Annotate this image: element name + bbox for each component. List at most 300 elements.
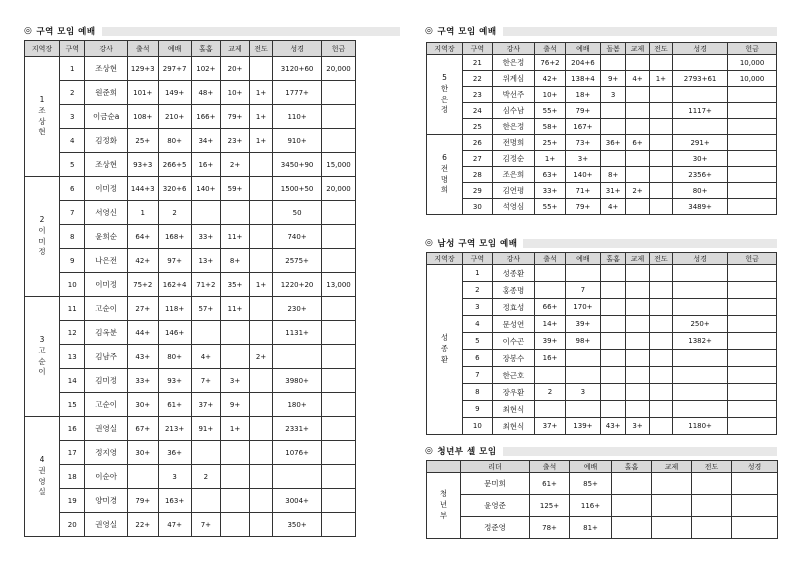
table-cell: 11 [60,297,85,321]
table-cell [626,401,649,418]
table-cell: 3 [60,105,85,129]
table-cell [652,517,692,539]
table-cell: 144+3 [127,177,158,201]
table-cell: 2 [463,282,493,299]
table-cell: 37+ [191,393,221,417]
table-cell: 23 [463,87,493,103]
table-cell: 성종환 [492,265,534,282]
table-cell [249,513,272,537]
table-cell: 홍종명 [492,282,534,299]
table-cell: 13 [60,345,85,369]
table-cell: 2 [535,384,566,401]
table-row [25,249,356,273]
table-cell [535,401,566,418]
table-cell: 79+ [127,489,158,513]
table-row [25,441,356,465]
table-cell: 350+ [273,513,322,537]
table-cell [673,299,728,316]
column-header: 교제 [626,253,649,265]
table-cell [626,367,649,384]
table-cell: 10+ [221,81,250,105]
column-header: 홀홈 [191,41,221,57]
table-cell [649,55,672,71]
table-cell: 문성연 [492,316,534,333]
region-cell: 4 권 영 실 [25,417,60,537]
table-cell [649,183,672,199]
table-cell: 25+ [127,129,158,153]
table-cell [692,495,732,517]
table-cell [600,316,625,333]
table-row [427,183,777,199]
table-cell: 30+ [127,441,158,465]
table-row [25,105,356,129]
table-cell: 213+ [158,417,191,441]
table-cell [728,199,777,215]
table-cell: 118+ [158,297,191,321]
table-row [25,489,356,513]
table-cell: 19 [60,489,85,513]
table-cell: 2 [60,81,85,105]
column-header: 구역 [463,43,493,55]
table-cell: 김연평 [492,183,534,199]
table-cell: 167+ [565,119,600,135]
table-cell: 67+ [127,417,158,441]
column-header: 강사 [85,41,127,57]
table-cell [321,297,355,321]
table-cell: 3450+90 [273,153,322,177]
table-cell: 81+ [570,517,612,539]
table-cell: 20+ [221,57,250,81]
table-cell [728,401,777,418]
table-cell [249,489,272,513]
bullseye-icon: ◎ [425,446,434,456]
table-cell: 129+3 [127,57,158,81]
table-cell: 26 [463,135,493,151]
column-header: 전도 [692,461,732,473]
table-cell [728,119,777,135]
table-cell: 64+ [127,225,158,249]
table-row [427,71,777,87]
table-cell: 910+ [273,129,322,153]
table-cell [728,384,777,401]
table-row [427,103,777,119]
table-cell [221,345,250,369]
table-cell [728,350,777,367]
table-cell: 139+ [565,418,600,435]
table-cell [626,282,649,299]
table-cell: 3+ [626,418,649,435]
table-row [25,225,356,249]
table-cell: 149+ [158,81,191,105]
table-cell [321,81,355,105]
column-header: 교제 [652,461,692,473]
table-cell: 15,000 [321,153,355,177]
table-cell [728,418,777,435]
table-cell: 7+ [191,369,221,393]
table-cell: 한근호 [492,367,534,384]
table-cell [673,282,728,299]
table-cell: 31+ [600,183,625,199]
table-cell [728,282,777,299]
table-cell [565,367,600,384]
table-cell: 10,000 [728,71,777,87]
header-row [427,43,777,55]
bullseye-icon: ◎ [425,26,434,36]
table-cell: 55+ [535,103,566,119]
table-cell: 9 [463,401,493,418]
table-cell [732,517,778,539]
table-cell [600,151,625,167]
table-row [427,299,777,316]
table-cell [728,151,777,167]
table-cell: 1 [60,57,85,81]
table-cell: 34+ [191,129,221,153]
table-cell: 168+ [158,225,191,249]
table-cell: 13+ [191,249,221,273]
table-cell [732,495,778,517]
title-bar [523,239,777,248]
table-cell: 140+ [565,167,600,183]
table-cell [649,367,672,384]
table-cell: 8+ [600,167,625,183]
table-cell: 93+3 [127,153,158,177]
table-cell: 3 [463,299,493,316]
table-cell: 1076+ [273,441,322,465]
table-cell: 2+ [221,153,250,177]
column-header: 출석 [530,461,570,473]
table-cell: 장봉수 [492,350,534,367]
table-row [427,367,777,384]
table-cell [565,265,600,282]
table-cell: 7 [565,282,600,299]
column-header [427,461,461,473]
table-cell: 3004+ [273,489,322,513]
column-header: 성경 [673,253,728,265]
table-row [427,55,777,71]
table-cell [612,473,652,495]
table-cell [728,87,777,103]
table-cell [626,119,649,135]
table-row [427,119,777,135]
table-cell: 11+ [221,225,250,249]
table-cell [321,345,355,369]
table-cell: 320+6 [158,177,191,201]
table-cell: 1+ [535,151,566,167]
table-cell: 4+ [600,199,625,215]
table-cell: 39+ [535,333,566,350]
table-cell: 3+ [221,369,250,393]
table-cell: 7 [463,367,493,384]
table-cell [649,418,672,435]
column-header: 전도 [249,41,272,57]
column-header: 홀홈 [612,461,652,473]
table-cell: 166+ [191,105,221,129]
table-cell [626,384,649,401]
table-cell [626,103,649,119]
table-cell: 2+ [626,183,649,199]
table-cell [626,151,649,167]
table-cell: 291+ [673,135,728,151]
table-cell [600,333,625,350]
table-cell: 27 [463,151,493,167]
table-cell [728,135,777,151]
table-row [25,201,356,225]
table-cell [273,465,322,489]
table-cell: 고순이 [85,393,127,417]
bullseye-icon: ◎ [425,238,434,248]
table-cell [626,265,649,282]
table-cell [321,489,355,513]
table-cell [191,489,221,513]
table-cell [321,393,355,417]
right-top-title-text: 구역 모임 예배 [437,27,497,37]
table-cell: 위계심 [492,71,534,87]
table-cell: 조은희 [492,167,534,183]
column-header: 강사 [492,253,534,265]
table-cell: 10+ [535,87,566,103]
table-cell: 80+ [158,129,191,153]
right-mid-title-text: 남성 구역 모임 예배 [437,239,518,249]
table-cell: 116+ [570,495,612,517]
table-cell [728,265,777,282]
table-cell [249,249,272,273]
table-cell [649,350,672,367]
table-cell [191,201,221,225]
table-cell: 108+ [127,105,158,129]
table-cell: 140+ [191,177,221,201]
table-cell [600,401,625,418]
table-cell: 8+ [221,249,250,273]
table-cell: 최현식 [492,418,534,435]
table-cell [600,367,625,384]
table-cell [649,135,672,151]
column-header: 돌봄 [600,43,625,55]
table-cell [249,393,272,417]
left-table [24,40,356,537]
table-cell: 27+ [127,297,158,321]
table-cell [692,473,732,495]
table-cell: 61+ [530,473,570,495]
table-cell: 740+ [273,225,322,249]
table-cell: 93+ [158,369,191,393]
table-cell [649,316,672,333]
table-cell: 1382+ [673,333,728,350]
table-cell [249,417,272,441]
table-cell: 44+ [127,321,158,345]
table-cell: 양미경 [85,489,127,513]
table-cell: 79+ [565,199,600,215]
table-cell [221,513,250,537]
table-cell: 42+ [535,71,566,87]
table-cell: 28 [463,167,493,183]
table-cell: 15 [60,393,85,417]
table-cell [600,299,625,316]
table-cell: 10 [60,273,85,297]
table-cell: 16 [60,417,85,441]
table-cell [626,87,649,103]
column-header: 출석 [535,43,566,55]
right-top-table [426,42,777,215]
table-cell: 1+ [221,417,250,441]
column-header: 전도 [649,253,672,265]
table-cell: 50 [273,201,322,225]
table-cell: 김정화 [85,129,127,153]
table-cell: 33+ [535,183,566,199]
table-cell: 36+ [600,135,625,151]
table-cell [612,517,652,539]
table-cell [673,384,728,401]
table-cell: 20 [60,513,85,537]
table-cell [249,321,272,345]
table-cell [626,167,649,183]
table-cell: 75+2 [127,273,158,297]
table-cell [728,299,777,316]
table-cell: 25+ [535,135,566,151]
table-cell [249,57,272,81]
table-cell: 박선주 [492,87,534,103]
table-cell: 6+ [626,135,649,151]
table-cell [649,299,672,316]
left-section-title [24,24,400,38]
table-cell: 1+ [249,273,272,297]
table-cell: 63+ [535,167,566,183]
table-cell: 1131+ [273,321,322,345]
table-cell: 1+ [249,81,272,105]
table-cell: 고순이 [85,297,127,321]
table-row [427,316,777,333]
table-cell [692,517,732,539]
table-cell: 30+ [673,151,728,167]
table-cell: 3 [600,87,625,103]
column-header: 헌금 [728,43,777,55]
table-cell [649,87,672,103]
table-cell [626,316,649,333]
table-cell: 180+ [273,393,322,417]
table-cell: 12 [60,321,85,345]
table-cell: 2331+ [273,417,322,441]
table-cell: 230+ [273,297,322,321]
table-cell: 전명희 [492,135,534,151]
table-cell: 101+ [127,81,158,105]
table-cell: 204+6 [565,55,600,71]
table-cell: 42+ [127,249,158,273]
table-cell: 25 [463,119,493,135]
table-row [427,350,777,367]
table-cell [221,465,250,489]
table-cell: 이수곤 [492,333,534,350]
table-cell: 16+ [191,153,221,177]
title-bar [503,447,777,456]
table-row [427,473,778,495]
table-cell [600,265,625,282]
region-cell: 2 이 미 정 [25,177,60,297]
table-row [427,517,778,539]
table-cell: 85+ [570,473,612,495]
table-cell: 서영신 [85,201,127,225]
table-cell [321,105,355,129]
table-row [427,384,777,401]
table-cell: 8 [60,225,85,249]
table-cell [626,199,649,215]
region-cell: 1 조 상 현 [25,57,60,177]
table-cell: 102+ [191,57,221,81]
table-row [427,135,777,151]
table-cell: 석영심 [492,199,534,215]
table-cell: 14+ [535,316,566,333]
table-cell [249,297,272,321]
table-cell: 266+5 [158,153,191,177]
table-cell [673,87,728,103]
table-cell: 250+ [673,316,728,333]
table-cell [649,103,672,119]
table-cell: 2 [191,465,221,489]
table-cell: 125+ [530,495,570,517]
table-cell: 33+ [127,369,158,393]
table-cell: 3489+ [673,199,728,215]
table-cell [249,225,272,249]
table-cell [626,299,649,316]
title-bar [102,27,400,36]
table-cell: 36+ [158,441,191,465]
table-row [25,417,356,441]
table-cell: 97+ [158,249,191,273]
table-cell: 18+ [565,87,600,103]
column-header: 출석 [127,41,158,57]
column-header: 지역장 [25,41,60,57]
column-header: 예배 [158,41,191,57]
table-cell [221,201,250,225]
table-cell: 1500+50 [273,177,322,201]
table-row [25,153,356,177]
region-cell: 3 고 순 이 [25,297,60,417]
table-cell: 이순아 [85,465,127,489]
table-cell: 79+ [221,105,250,129]
table-cell: 3120+60 [273,57,322,81]
header-row [427,253,777,265]
table-cell [728,103,777,119]
table-cell [673,55,728,71]
bullseye-icon: ◎ [24,26,33,36]
table-cell [728,367,777,384]
table-cell [649,282,672,299]
table-cell: 7 [60,201,85,225]
table-cell: 1 [127,201,158,225]
table-cell [321,249,355,273]
column-header: 성경 [673,43,728,55]
table-cell: 22+ [127,513,158,537]
table-cell: 1220+20 [273,273,322,297]
table-cell [321,201,355,225]
table-cell: 66+ [535,299,566,316]
table-cell [321,225,355,249]
table-cell: 6 [60,177,85,201]
table-cell [673,119,728,135]
table-cell [565,401,600,418]
table-cell: 55+ [535,199,566,215]
table-cell: 297+7 [158,57,191,81]
column-header: 지역장 [427,43,463,55]
table-cell: 장우환 [492,384,534,401]
table-cell: 33+ [191,225,221,249]
header-row [427,461,778,473]
table-cell: 2793+61 [673,71,728,87]
table-cell: 3980+ [273,369,322,393]
table-cell: 3 [158,465,191,489]
column-header: 교제 [626,43,649,55]
table-row [427,199,777,215]
table-cell [600,55,625,71]
table-row [427,333,777,350]
